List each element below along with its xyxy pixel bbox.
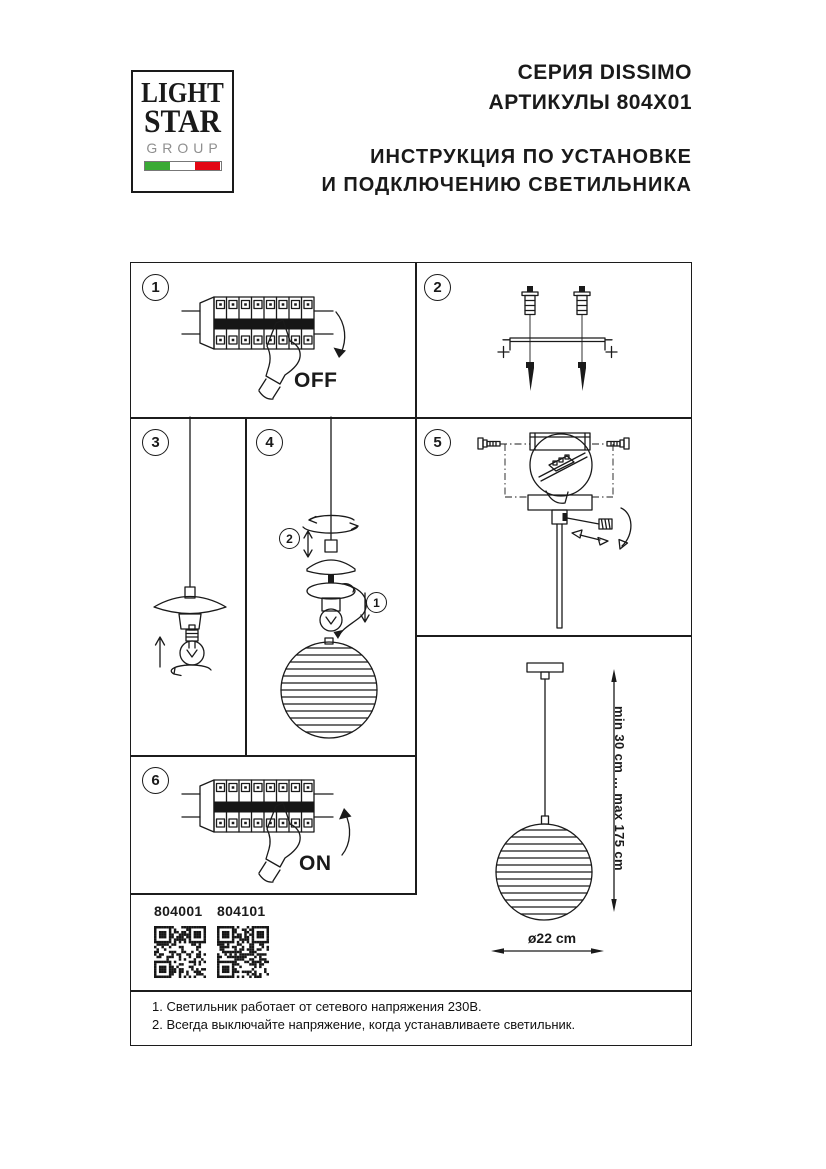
lightstar-logo: [131, 70, 234, 193]
note-2: 2. Всегда выключайте напряжение, когда устанавливаете светильник.: [152, 1017, 576, 1032]
screw-icon: [578, 362, 586, 391]
flag-green-stripe: [145, 162, 170, 170]
lamp-shade-disc: [154, 597, 226, 614]
callout-adjust-cord: 2: [279, 528, 300, 549]
step-4-number: 4: [256, 429, 283, 456]
ball-fitting: [325, 638, 333, 644]
instruction-title-line2: И ПОДКЛЮЧЕНИЮ СВЕТИЛЬНИКА: [321, 174, 692, 196]
rotate-arrow-icon: [171, 665, 211, 676]
cord-connector: [325, 540, 337, 552]
grub-screw-icon: [599, 519, 612, 529]
wall-anchor-icon: [574, 286, 590, 315]
mounting-screw-icon: [607, 438, 629, 449]
leader-line: [567, 518, 599, 524]
step-1-diagram: [130, 262, 415, 417]
step-6-diagram: [130, 755, 415, 893]
ceiling-plate: [527, 663, 563, 672]
step-3-number: 3: [142, 429, 169, 456]
light-bulb-icon: [180, 625, 204, 665]
instruction-title: [321, 143, 692, 199]
logo-group-text: GROUP: [146, 140, 223, 156]
magnifier-balloon-icon: [530, 434, 592, 503]
step-3-diagram: [130, 417, 245, 755]
breaker-off-label: OFF: [294, 369, 338, 392]
series-header: [489, 58, 692, 118]
series-title: СЕРИЯ DISSIMO: [517, 61, 692, 84]
breaker-on-label: ON: [299, 852, 332, 875]
canopy-dome: [307, 560, 355, 575]
flag-white-stripe: [170, 162, 195, 170]
grid-line: [130, 893, 417, 895]
shade-holder-disc: [307, 583, 355, 611]
step-2-number: 2: [424, 274, 451, 301]
diameter-dimension-label: ø22 cm: [527, 930, 577, 946]
instruction-title-line1: ИНСТРУКЦИЯ ПО УСТАНОВКЕ: [370, 146, 692, 168]
article-number-left: 804001: [154, 903, 203, 919]
light-bulb-icon: [320, 609, 342, 631]
step-6-number: 6: [142, 767, 169, 794]
arrow-down-icon: [334, 312, 347, 358]
pendant-rod: [557, 524, 562, 628]
double-arrow-diagonal-icon: [572, 530, 608, 545]
qr-code-left: [154, 926, 206, 978]
step-4-diagram: [245, 417, 415, 755]
ball-fitting: [542, 816, 549, 824]
screw-icon: [526, 362, 534, 391]
double-arrow-vertical-icon: [304, 531, 312, 557]
mounting-screw-icon: [478, 438, 500, 449]
logo-light-text: LIGHT: [141, 78, 224, 109]
arrow-up-icon: [339, 808, 352, 855]
rotate-arrow-icon: [619, 508, 631, 549]
step-5-diagram: [415, 417, 692, 635]
mounting-bar-icon: [498, 338, 617, 358]
diameter-dimension-line: [491, 948, 604, 954]
article-number-right: 804101: [217, 903, 266, 919]
safety-notes: [152, 998, 575, 1034]
note-1: 1. Светильник работает от сетевого напряжения 230В.: [152, 999, 482, 1014]
flag-red-stripe: [195, 162, 220, 170]
arrow-up-icon: [156, 637, 165, 667]
callout-attach-ball: 1: [366, 592, 387, 613]
italian-flag-icon: [144, 161, 222, 171]
height-dimension-label: min 30 cm ... max 175 cm: [612, 706, 627, 871]
logo-star-text: STAR: [143, 104, 222, 140]
step-2-diagram: [415, 262, 692, 417]
step-1-number: 1: [142, 274, 169, 301]
step-5-number: 5: [424, 429, 451, 456]
socket-cup: [179, 614, 201, 629]
grid-line: [130, 990, 692, 992]
wall-anchor-icon: [522, 286, 538, 315]
grub-screw: [563, 513, 568, 521]
articles-title: АРТИКУЛЫ 804X01: [488, 91, 692, 114]
qr-code-right: [217, 926, 269, 978]
